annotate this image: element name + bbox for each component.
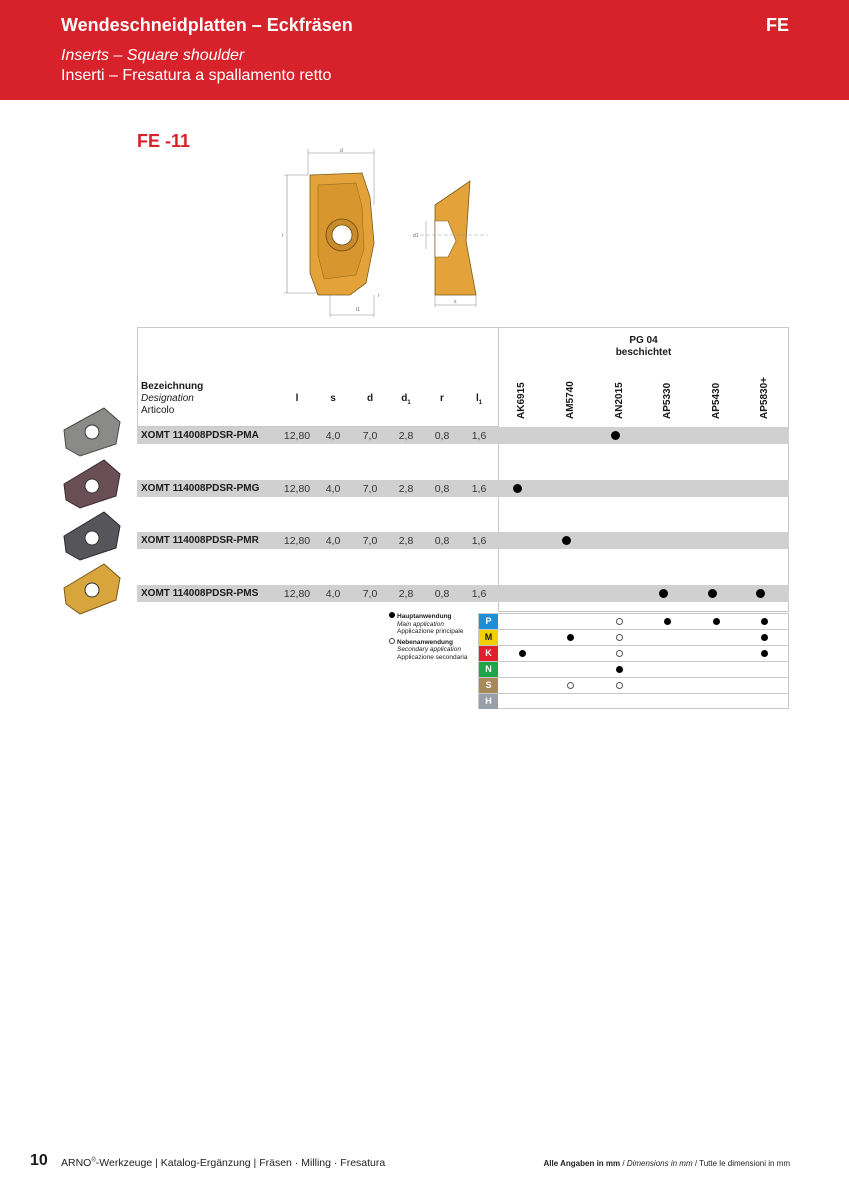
- material-row-p: [479, 614, 788, 630]
- series-title: FE -11: [137, 131, 191, 151]
- material-row-s: [479, 678, 788, 694]
- row-value: 4,0: [325, 483, 341, 495]
- table-row: [137, 532, 789, 549]
- application-legend: Hauptanwendung Main application Applicazione principale Nebenanwendung Secondary application Applicazione secondaria: [389, 612, 467, 662]
- material-row-h: [479, 694, 788, 710]
- secondary-application-dot: [616, 650, 623, 657]
- grade-dot: [659, 589, 668, 598]
- col-header-s: s: [330, 393, 336, 404]
- main-application-dot: [519, 650, 526, 657]
- col-header-l1: $l_1$: [475, 393, 483, 406]
- main-application-dot: [567, 634, 574, 641]
- secondary-application-dot: [616, 634, 623, 641]
- row-value: 2,8: [398, 483, 414, 495]
- row-value: 7,0: [362, 535, 378, 547]
- row-value: 2,8: [398, 535, 414, 547]
- row-designation: XOMT 114008PDSR-PMR: [141, 535, 259, 546]
- grade-dot: [708, 589, 717, 598]
- row-designation: XOMT 114008PDSR-PMS: [141, 588, 259, 599]
- page-number: 10: [30, 1152, 48, 1169]
- row-value: 0,8: [434, 535, 450, 547]
- col-header-r: r: [440, 393, 444, 404]
- row-value: 4,0: [325, 535, 341, 547]
- insert-photo-pms: [64, 564, 120, 614]
- main-application-symbol: [389, 612, 395, 618]
- table-row: [137, 585, 789, 602]
- grade-header-ap5330: AP5330: [662, 382, 673, 419]
- main-application-dot: [664, 618, 671, 625]
- dim-s-label: s: [454, 299, 457, 305]
- main-application-dot: [713, 618, 720, 625]
- material-code: M: [479, 630, 498, 645]
- insert-photo-pmr: [64, 512, 120, 560]
- header-title: Wendeschneidplatten – Eckfräsen: [61, 15, 353, 35]
- material-code: P: [479, 614, 498, 629]
- grade-dot: [611, 431, 620, 440]
- row-value: 1,6: [471, 430, 487, 442]
- dim-d-label: d: [340, 148, 343, 154]
- table-row: [137, 480, 789, 497]
- insert-technical-drawing: [270, 145, 510, 325]
- col-header-l: l: [295, 393, 299, 404]
- row-value: 12,80: [283, 430, 311, 442]
- header-subtitle-en: Inserts – Square shoulder: [61, 47, 245, 64]
- footer-dimensions-note: Alle Angaben in mm / Dimensions in mm / Tutte le dimensioni in mm: [543, 1159, 790, 1168]
- grade-dot: [513, 484, 522, 493]
- row-value: 1,6: [471, 588, 487, 600]
- secondary-application-dot: [616, 682, 623, 689]
- row-value: 4,0: [325, 430, 341, 442]
- main-application-dot: [761, 618, 768, 625]
- secondary-application-symbol: [389, 638, 395, 644]
- row-value: 2,8: [398, 588, 414, 600]
- material-code: K: [479, 646, 498, 661]
- grade-dot: [562, 536, 571, 545]
- dim-r-label: r: [378, 293, 380, 299]
- row-value: 12,80: [283, 483, 311, 495]
- grade-dot: [756, 589, 765, 598]
- main-application-dot: [761, 634, 768, 641]
- row-value: 1,6: [471, 535, 487, 547]
- material-row-m: [479, 630, 788, 646]
- grade-header-ap5430: AP5430: [711, 382, 722, 419]
- secondary-application-dot: [567, 682, 574, 689]
- row-value: 7,0: [362, 430, 378, 442]
- col-header-d1: $d_1$: [401, 393, 411, 406]
- material-code: N: [479, 662, 498, 677]
- secondary-application-dot: [616, 618, 623, 625]
- footer-text: ARNO®-Werkzeuge | Katalog-Ergänzung | Fräsen · Milling · Fresatura: [61, 1157, 386, 1169]
- section-code: FE: [765, 15, 789, 35]
- page-header: [0, 0, 849, 100]
- header-subtitle-it: Inserti – Fresatura a spallamento retto: [61, 67, 332, 84]
- insert-photos: [60, 400, 130, 630]
- dim-l1-label: l1: [356, 307, 360, 313]
- pg-header: PG 04 beschichtet: [615, 335, 672, 358]
- material-group-table: [478, 613, 789, 709]
- page-footer: [30, 1152, 790, 1172]
- material-row-k: [479, 646, 788, 662]
- row-value: 1,6: [471, 483, 487, 495]
- product-table: [137, 327, 789, 612]
- designation-header: Bezeichnung Designation Articolo: [141, 381, 204, 416]
- insert-photo-pma: [64, 408, 120, 456]
- table-row: [137, 427, 789, 444]
- dim-l-label: l: [282, 233, 284, 239]
- row-value: 0,8: [434, 483, 450, 495]
- material-code: H: [479, 694, 498, 709]
- row-value: 0,8: [434, 588, 450, 600]
- row-value: 7,0: [362, 588, 378, 600]
- grade-header-ap5830plus: AP5830+: [759, 377, 770, 419]
- row-value: 2,8: [398, 430, 414, 442]
- main-application-dot: [616, 666, 623, 673]
- material-code: S: [479, 678, 498, 693]
- col-header-d: d: [366, 393, 374, 404]
- material-row-n: [479, 662, 788, 678]
- grade-header-an2015: AN2015: [614, 382, 625, 419]
- grade-header-am5740: AM5740: [565, 381, 576, 419]
- row-value: 0,8: [434, 430, 450, 442]
- row-value: 12,80: [283, 588, 311, 600]
- main-application-dot: [761, 650, 768, 657]
- row-value: 12,80: [283, 535, 311, 547]
- insert-photo-pmg: [64, 460, 120, 508]
- row-designation: XOMT 114008PDSR-PMG: [141, 483, 260, 494]
- row-value: 7,0: [362, 483, 378, 495]
- row-value: 4,0: [325, 588, 341, 600]
- row-designation: XOMT 114008PDSR-PMA: [141, 430, 259, 441]
- dim-d1-label: d1: [413, 233, 419, 239]
- grade-header-ak6915: AK6915: [516, 382, 527, 419]
